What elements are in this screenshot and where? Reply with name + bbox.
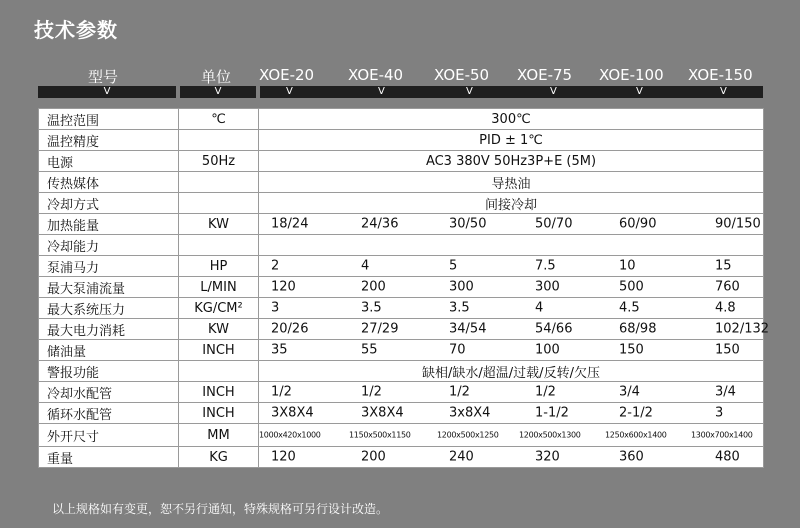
spec-name: 冷却水配管 [39, 382, 179, 403]
table-row [39, 109, 764, 130]
spec-name: 电源 [39, 151, 179, 172]
spec-shared-value: PID ± 1℃ [259, 130, 764, 151]
table-row [39, 298, 764, 319]
spec-value-xoe-150: 15 [715, 258, 732, 274]
spec-value-xoe-75: 1-1/2 [535, 405, 569, 421]
spec-model-values [259, 235, 764, 256]
page-title: 技术参数 [34, 18, 118, 42]
spec-unit [179, 235, 259, 256]
spec-unit [179, 130, 259, 151]
spec-value-xoe-150: 1300x700x1400 [691, 430, 753, 440]
chevron-down-icon: V [180, 86, 256, 98]
spec-value-xoe-100: 1250x600x1400 [605, 430, 667, 440]
spec-value-xoe-50: 1/2 [449, 384, 470, 400]
chevron-down-icon: V [636, 86, 643, 97]
spec-value-xoe-75: 4 [535, 300, 544, 316]
spec-name: 最大电力消耗 [39, 319, 179, 340]
spec-table [38, 108, 770, 468]
model-header-xoe-20: XOE-20 [259, 66, 315, 84]
spec-value-xoe-150: 150 [715, 342, 740, 358]
spec-model-values [259, 298, 764, 319]
model-header-xoe-40: XOE-40 [348, 66, 404, 84]
spec-name: 警报功能 [39, 361, 179, 382]
spec-unit [179, 193, 259, 214]
spec-unit [179, 361, 259, 382]
spec-unit: KG/CM² [179, 298, 259, 319]
spec-value-xoe-150: 102/132 [715, 321, 770, 337]
chevron-down-icon: V [550, 86, 557, 97]
spec-value-xoe-100: 360 [619, 449, 644, 465]
spec-unit: KW [179, 214, 259, 235]
spec-shared-value: AC3 380V 50Hz3P+E (5M) [259, 151, 764, 172]
spec-value-xoe-20: 120 [271, 449, 296, 465]
spec-shared-value: 300℃ [259, 109, 764, 130]
spec-value-xoe-50: 300 [449, 279, 474, 295]
table-row [39, 447, 764, 468]
table-row [39, 382, 764, 403]
chevron-down-icon: V [38, 86, 176, 98]
spec-value-xoe-50: 1200x500x1250 [437, 430, 499, 440]
spec-name: 传热媒体 [39, 172, 179, 193]
spec-value-xoe-75: 1200x500x1300 [519, 430, 581, 440]
chevron-down-icon: V [466, 86, 473, 97]
chevron-down-icon: V [286, 86, 293, 97]
spec-value-xoe-40: 3.5 [361, 300, 382, 316]
table-row [39, 130, 764, 151]
spec-value-xoe-75: 1/2 [535, 384, 556, 400]
spec-value-xoe-100: 4.5 [619, 300, 640, 316]
model-header-xoe-50: XOE-50 [434, 66, 490, 84]
table-row [39, 214, 764, 235]
spec-value-xoe-40: 27/29 [361, 321, 399, 337]
spec-value-xoe-40: 24/36 [361, 216, 399, 232]
spec-name: 冷却方式 [39, 193, 179, 214]
spec-value-xoe-100: 500 [619, 279, 644, 295]
spec-model-values [259, 340, 764, 361]
spec-value-xoe-150: 3/4 [715, 384, 736, 400]
spec-value-xoe-50: 3.5 [449, 300, 470, 316]
spec-name: 储油量 [39, 340, 179, 361]
spec-shared-value: 导热油 [259, 172, 764, 193]
spec-value-xoe-40: 1/2 [361, 384, 382, 400]
spec-unit: KW [179, 319, 259, 340]
model-header-xoe-75: XOE-75 [517, 66, 573, 84]
spec-unit [179, 172, 259, 193]
spec-unit: MM [179, 424, 259, 447]
spec-value-xoe-75: 7.5 [535, 258, 556, 274]
spec-model-values [259, 403, 764, 424]
table-row [39, 172, 764, 193]
spec-unit: 50Hz [179, 151, 259, 172]
spec-value-xoe-20: 20/26 [271, 321, 309, 337]
spec-value-xoe-40: 200 [361, 449, 386, 465]
table-header [38, 66, 763, 84]
spec-value-xoe-100: 150 [619, 342, 644, 358]
table-row [39, 151, 764, 172]
spec-name: 重量 [39, 447, 179, 468]
spec-name: 泵浦马力 [39, 256, 179, 277]
spec-value-xoe-50: 5 [449, 258, 458, 274]
footer-note: 以上规格如有变更，恕不另行通知，特殊规格可另行设计改造。 [52, 502, 389, 516]
spec-name: 温控精度 [39, 130, 179, 151]
unit-column-header: 单位 [201, 68, 232, 86]
spec-name: 循环水配管 [39, 403, 179, 424]
spec-unit: KG [179, 447, 259, 468]
spec-model-values [259, 277, 764, 298]
spec-value-xoe-75: 320 [535, 449, 560, 465]
spec-value-xoe-20: 1/2 [271, 384, 292, 400]
spec-value-xoe-20: 1000x420x1000 [259, 430, 321, 440]
spec-value-xoe-40: 1150x500x1150 [349, 430, 411, 440]
spec-value-xoe-50: 70 [449, 342, 466, 358]
spec-model-values [259, 382, 764, 403]
spec-model-values [259, 319, 770, 340]
spec-value-xoe-40: 3X8X4 [361, 405, 404, 421]
spec-value-xoe-75: 50/70 [535, 216, 573, 232]
spec-value-xoe-50: 34/54 [449, 321, 487, 337]
table-row [39, 256, 764, 277]
spec-value-xoe-20: 18/24 [271, 216, 309, 232]
spec-value-xoe-40: 55 [361, 342, 378, 358]
spec-unit: INCH [179, 382, 259, 403]
model-column-header: 型号 [88, 68, 119, 86]
spec-shared-value: 间接冷却 [259, 193, 764, 214]
spec-value-xoe-75: 300 [535, 279, 560, 295]
spec-unit: HP [179, 256, 259, 277]
model-header-xoe-100: XOE-100 [599, 66, 664, 84]
spec-unit: ℃ [179, 109, 259, 130]
spec-model-values [259, 256, 764, 277]
spec-value-xoe-100: 3/4 [619, 384, 640, 400]
spec-value-xoe-20: 3 [271, 300, 280, 316]
spec-value-xoe-75: 100 [535, 342, 560, 358]
spec-value-xoe-20: 35 [271, 342, 288, 358]
spec-model-values [259, 214, 764, 235]
spec-value-xoe-150: 4.8 [715, 300, 736, 316]
spec-value-xoe-150: 90/150 [715, 216, 761, 232]
spec-model-values [259, 424, 764, 447]
spec-name: 最大泵浦流量 [39, 277, 179, 298]
spec-shared-value: 缺相/缺水/超温/过载/反转/欠压 [259, 361, 764, 382]
spec-value-xoe-150: 760 [715, 279, 740, 295]
spec-value-xoe-50: 240 [449, 449, 474, 465]
spec-value-xoe-50: 3x8X4 [449, 405, 491, 421]
spec-value-xoe-100: 10 [619, 258, 636, 274]
spec-name: 最大系统压力 [39, 298, 179, 319]
spec-unit: INCH [179, 403, 259, 424]
chevron-down-icon: V [378, 86, 385, 97]
model-header-xoe-150: XOE-150 [688, 66, 753, 84]
spec-value-xoe-100: 60/90 [619, 216, 657, 232]
spec-value-xoe-40: 4 [361, 258, 370, 274]
header-arrow-bars [38, 86, 763, 98]
table-row [39, 235, 764, 256]
table-row [39, 403, 764, 424]
table-row [39, 319, 764, 340]
spec-value-xoe-150: 480 [715, 449, 740, 465]
spec-value-xoe-40: 200 [361, 279, 386, 295]
spec-value-xoe-20: 120 [271, 279, 296, 295]
chevron-down-icon: V [720, 86, 727, 97]
table-row [39, 277, 764, 298]
spec-model-values [259, 447, 764, 468]
spec-value-xoe-20: 2 [271, 258, 280, 274]
spec-name: 温控范围 [39, 109, 179, 130]
spec-value-xoe-100: 68/98 [619, 321, 657, 337]
spec-name: 冷却能力 [39, 235, 179, 256]
spec-value-xoe-150: 3 [715, 405, 724, 421]
table-row [39, 193, 764, 214]
table-row [39, 424, 764, 447]
spec-unit: L/MIN [179, 277, 259, 298]
table-row [39, 361, 764, 382]
spec-value-xoe-100: 2-1/2 [619, 405, 653, 421]
spec-unit: INCH [179, 340, 259, 361]
spec-name: 外开尺寸 [39, 424, 179, 447]
model-arrow-bar [260, 86, 763, 98]
spec-value-xoe-50: 30/50 [449, 216, 487, 232]
spec-value-xoe-20: 3X8X4 [271, 405, 314, 421]
table-row [39, 340, 764, 361]
spec-name: 加热能量 [39, 214, 179, 235]
spec-value-xoe-75: 54/66 [535, 321, 573, 337]
